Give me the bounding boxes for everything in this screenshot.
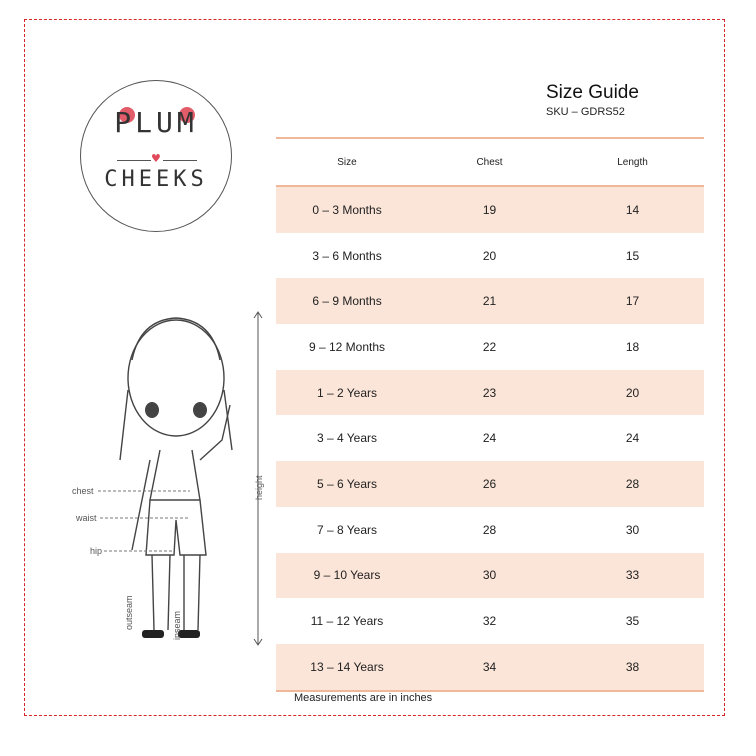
size-cell: 3 – 4 Years: [316, 431, 378, 446]
chest-cell: 28: [482, 522, 497, 537]
length-cell: 33: [625, 568, 640, 583]
head-outline: [128, 320, 224, 436]
label-waist: waist: [76, 513, 97, 523]
shorts-outline: [146, 500, 206, 555]
size-cell: 5 – 6 Years: [316, 476, 378, 491]
chest-cell: 20: [482, 248, 497, 263]
right-cheek: [193, 402, 207, 418]
length-cell: 30: [625, 522, 640, 537]
label-outseam: outseam: [124, 595, 134, 630]
size-cell: 13 – 14 Years: [310, 659, 384, 674]
logo-rule-right: [163, 160, 197, 161]
chest-cell: 19: [482, 202, 497, 217]
footnote: Measurements are in inches: [294, 692, 433, 704]
table-row: [276, 187, 704, 233]
size-cell: 1 – 2 Years: [316, 385, 378, 400]
table-row: [276, 324, 704, 370]
table-row: [276, 415, 704, 461]
label-chest: chest: [72, 486, 94, 496]
sku-text: SKU – GDRS52: [546, 106, 625, 118]
chest-cell: 22: [482, 339, 497, 354]
brand-logo: [80, 80, 232, 232]
column-header-size: Size: [337, 156, 357, 168]
size-cell: 3 – 6 Months: [312, 248, 382, 263]
size-cell: 11 – 12 Years: [310, 614, 384, 629]
length-cell: 17: [625, 294, 640, 309]
chest-cell: 32: [482, 614, 497, 629]
chest-cell: 26: [482, 476, 497, 491]
left-cheek: [145, 402, 159, 418]
hair-sides: [120, 390, 232, 460]
table-row: [276, 278, 704, 324]
chest-cell: 21: [482, 294, 497, 309]
column-header-length: Length: [617, 156, 648, 168]
size-table: [276, 137, 704, 692]
table-row: [276, 598, 704, 644]
length-cell: 20: [625, 385, 640, 400]
child-measurement-figure: [70, 300, 270, 660]
logo-rule-left: [117, 160, 151, 161]
table-row: [276, 644, 704, 690]
size-cell: 9 – 12 Months: [308, 339, 386, 354]
length-cell: 18: [625, 339, 640, 354]
size-cell: 6 – 9 Months: [312, 294, 382, 309]
table-header-row: [276, 139, 704, 187]
table-row: [276, 461, 704, 507]
table-row: [276, 507, 704, 553]
length-cell: 35: [625, 614, 640, 629]
label-height: height: [254, 475, 264, 500]
label-inseam: inseam: [172, 610, 182, 640]
chest-cell: 30: [482, 568, 497, 583]
column-header-chest: Chest: [476, 156, 503, 168]
length-cell: 38: [625, 659, 640, 674]
chest-cell: 24: [482, 431, 497, 446]
label-hip: hip: [90, 546, 103, 556]
torso-outline: [150, 450, 200, 500]
table-row: [276, 370, 704, 416]
chest-cell: 23: [482, 385, 497, 400]
table-row: [276, 233, 704, 279]
length-cell: 28: [625, 476, 640, 491]
hair-outline: [132, 318, 220, 360]
length-cell: 24: [625, 431, 640, 446]
left-shoe: [142, 630, 164, 638]
size-cell: 9 – 10 Years: [313, 568, 381, 583]
length-cell: 15: [625, 248, 640, 263]
logo-line-1: PLUM: [114, 106, 198, 139]
table-body: [276, 187, 704, 690]
page-title: Size Guide: [546, 82, 639, 103]
chest-cell: 34: [482, 659, 497, 674]
length-cell: 14: [625, 202, 640, 217]
size-cell: 0 – 3 Months: [312, 202, 382, 217]
table-row: [276, 553, 704, 599]
heart-icon: ♥: [151, 152, 161, 165]
size-cell: 7 – 8 Years: [316, 522, 378, 537]
logo-line-2: CHEEKS: [104, 167, 208, 192]
